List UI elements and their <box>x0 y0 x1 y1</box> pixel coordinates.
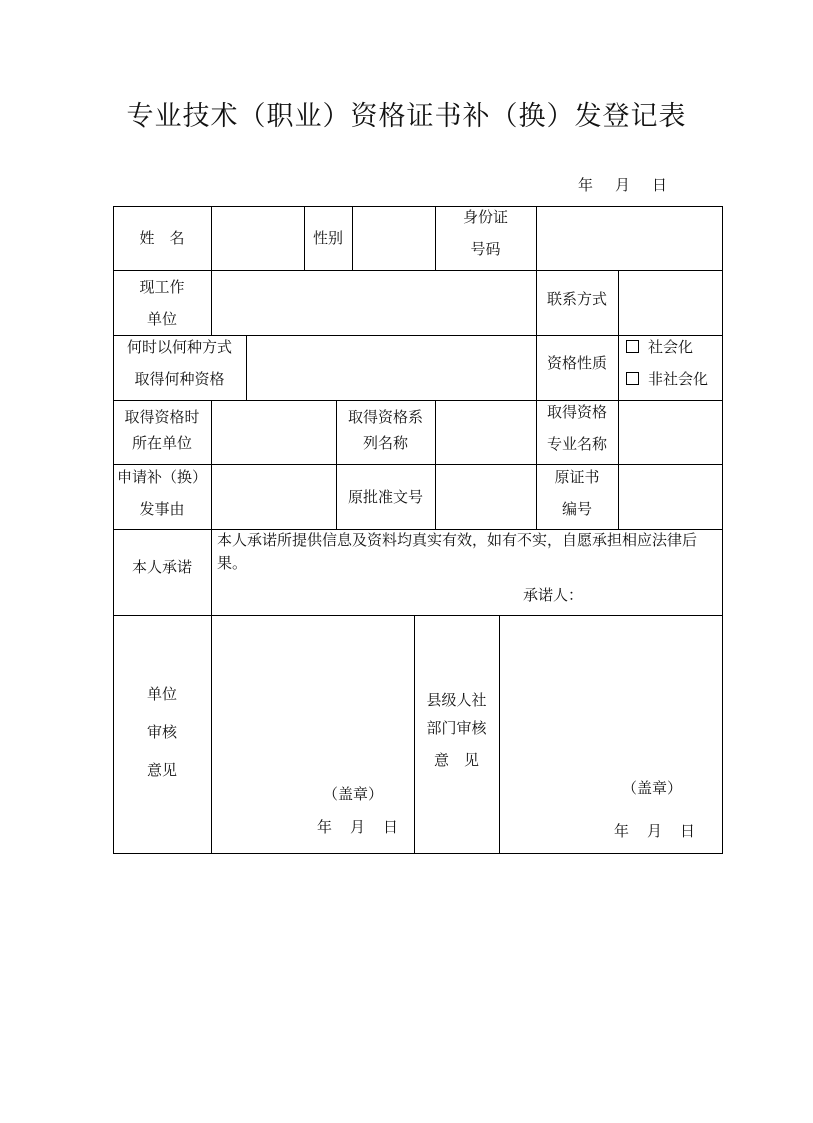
reason-label <box>113 460 211 525</box>
major-name-label <box>536 396 618 460</box>
header-date-day: 日 <box>652 176 668 194</box>
county-date-day: 日 <box>680 822 696 840</box>
option-nonsocial-label: 非社会化 <box>648 369 709 388</box>
major-name-input[interactable] <box>618 400 722 464</box>
option-social-label: 社会化 <box>648 337 694 356</box>
county-date-year: 年 <box>614 822 630 840</box>
gender-label: 性别 <box>312 229 343 247</box>
orig-cert-input[interactable] <box>618 464 722 529</box>
header-date <box>578 174 689 195</box>
unit-review-date <box>317 816 416 837</box>
county-review-line1: 县级人社 <box>426 691 487 709</box>
orig-cert-line2: 编号 <box>561 499 592 518</box>
series-name-line1: 取得资格系 <box>347 408 423 426</box>
unit-date-year: 年 <box>317 818 333 836</box>
workplace-input[interactable] <box>211 270 536 335</box>
how-obtained-line1: 何时以何种方式 <box>126 337 232 356</box>
promise-text: 本人承诺所提供信息及资料均真实有效，如有不实，自愿承担相应法律后果。 <box>217 531 698 572</box>
unit-when-obtained-line2: 所在单位 <box>131 434 192 452</box>
name-input[interactable] <box>211 206 304 270</box>
option-nonsocial[interactable] <box>626 363 708 395</box>
unit-when-obtained-input[interactable] <box>211 400 336 464</box>
county-review-label <box>414 682 499 778</box>
county-review-line3: 意 见 <box>433 751 479 769</box>
unit-review-line2: 审核 <box>146 723 177 741</box>
how-obtained-line2: 取得何种资格 <box>134 369 225 388</box>
gender-input[interactable] <box>352 206 435 270</box>
qualification-nature-options <box>618 330 722 395</box>
reason-line1: 申请补（换） <box>116 467 207 486</box>
contact-label: 联系方式 <box>546 289 607 308</box>
county-date-month: 月 <box>647 822 663 840</box>
unit-review-label <box>113 675 211 789</box>
unit-date-month: 月 <box>350 818 366 836</box>
workplace-label-line1: 现工作 <box>139 277 185 296</box>
unit-date-day: 日 <box>383 818 399 836</box>
id-label-line2: 号码 <box>470 240 501 258</box>
county-review-date <box>614 820 713 841</box>
reason-line2: 发事由 <box>139 499 185 518</box>
county-stamp-label: （盖章） <box>622 779 683 797</box>
workplace-label-line2: 单位 <box>146 309 177 328</box>
orig-cert-label <box>536 460 618 525</box>
name-label: 姓 名 <box>139 229 185 247</box>
promiser-label: 承诺人： <box>523 586 584 604</box>
county-review-line2: 部门审核 <box>426 719 487 737</box>
how-obtained-label <box>113 330 246 395</box>
series-name-label <box>336 398 435 462</box>
major-name-line1: 取得资格 <box>546 403 607 421</box>
id-number-label <box>435 201 536 265</box>
approval-doc-label: 原批准文号 <box>347 487 423 506</box>
header-date-year: 年 <box>578 176 594 194</box>
id-number-input[interactable] <box>536 206 722 270</box>
form-title: 专业技术（职业）资格证书补（换）发登记表 <box>126 101 687 132</box>
option-social[interactable] <box>626 331 693 363</box>
series-name-line2: 列名称 <box>362 434 408 452</box>
unit-review-line1: 单位 <box>146 685 177 703</box>
series-name-input[interactable] <box>435 400 536 464</box>
major-name-line2: 专业名称 <box>546 435 607 453</box>
unit-when-obtained-line1: 取得资格时 <box>124 408 200 426</box>
id-label-line1: 身份证 <box>462 208 508 226</box>
header-date-month: 月 <box>615 176 631 194</box>
reason-input[interactable] <box>211 464 336 529</box>
nonsocial-checkbox[interactable] <box>626 372 639 385</box>
how-obtained-input[interactable] <box>246 335 536 400</box>
unit-stamp-label: （盖章） <box>323 785 384 803</box>
unit-review-line3: 意见 <box>146 761 177 779</box>
unit-when-obtained-label <box>113 398 211 462</box>
qualification-nature-label: 资格性质 <box>546 353 607 372</box>
contact-input[interactable] <box>618 270 722 335</box>
orig-cert-line1: 原证书 <box>554 467 600 486</box>
social-checkbox[interactable] <box>626 340 639 353</box>
workplace-label <box>113 270 211 335</box>
approval-doc-input[interactable] <box>435 464 536 529</box>
promise-label: 本人承诺 <box>131 558 192 576</box>
